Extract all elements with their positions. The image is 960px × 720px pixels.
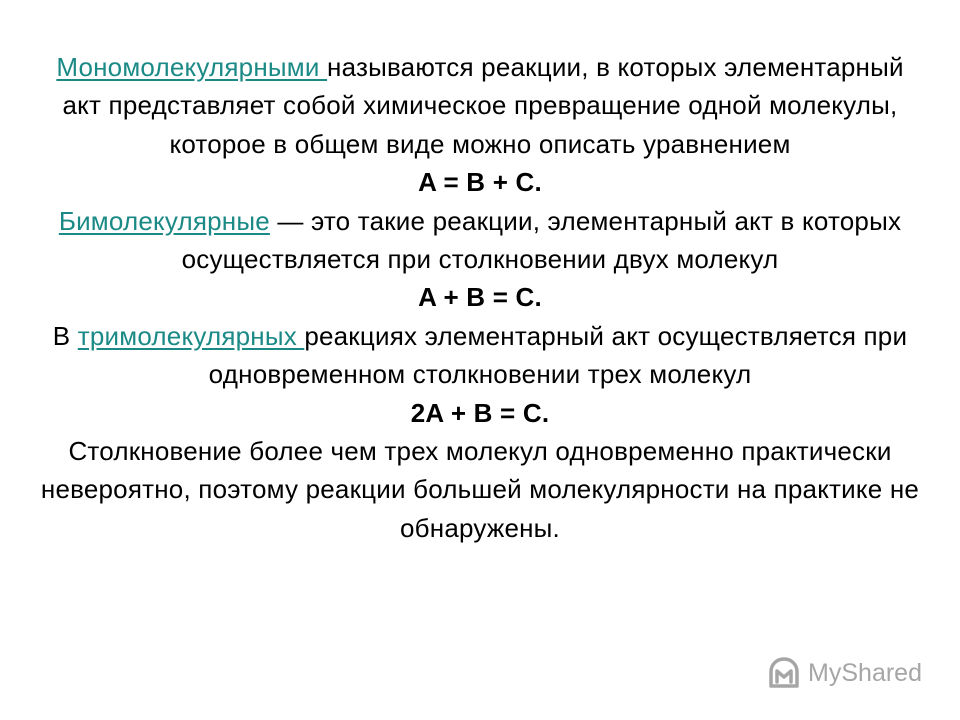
mono-link[interactable]: Мономолекулярными bbox=[56, 52, 328, 82]
watermark-text: MyShared bbox=[808, 658, 922, 687]
slide-text bbox=[40, 48, 920, 547]
tri-text: реакциях элементарный акт осуществляется при одновременном столкновении трех молекул bbox=[208, 320, 908, 390]
mono-formula: A = B + C. bbox=[418, 167, 542, 198]
bi-formula: A + B = C. bbox=[418, 282, 542, 313]
bi-link[interactable]: Бимолекулярные bbox=[58, 205, 270, 236]
watermark bbox=[766, 654, 922, 692]
tri-link[interactable]: тримолекулярных bbox=[77, 320, 305, 351]
mono-text: называются реакции, в которых элементарный акт представляет собой химическое превращение одной молекулы, которое в общем виде можно описать уравнением bbox=[62, 52, 904, 159]
mono-paragraph bbox=[40, 48, 920, 163]
tri-formula: 2A + B = C. bbox=[410, 397, 550, 428]
myshared-logo-icon bbox=[766, 656, 802, 690]
conclusion-paragraph: Столкновение более чем трех молекул одновременно практически невероятно, поэтому реакции большей молекулярности на практике не обнаружены. bbox=[40, 436, 920, 543]
tri-prefix: В bbox=[52, 320, 78, 351]
tri-paragraph bbox=[40, 317, 920, 394]
bi-paragraph bbox=[40, 202, 920, 279]
bi-text: — это такие реакции, элементарный акт в которых осуществляется при столкновении двух молекул bbox=[181, 205, 902, 275]
